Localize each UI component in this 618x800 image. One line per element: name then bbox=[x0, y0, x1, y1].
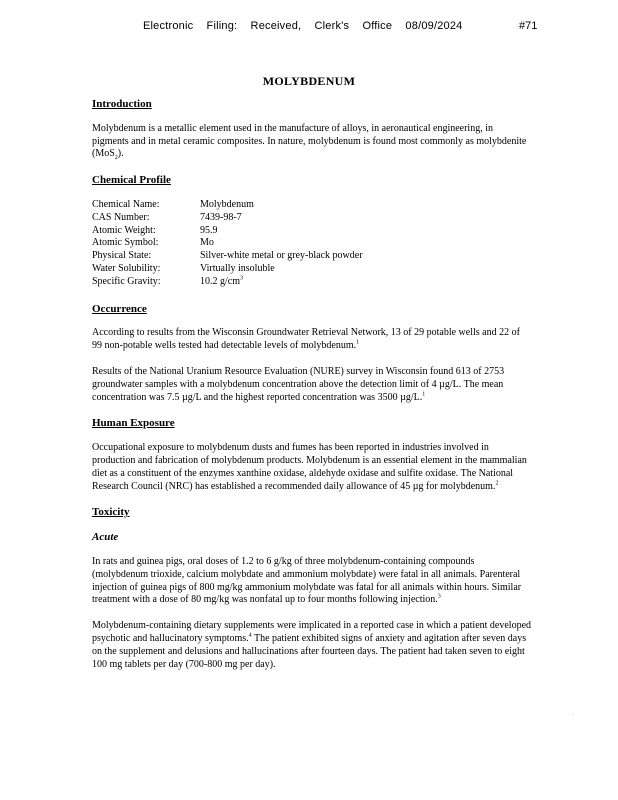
document-title: MOLYBDENUM bbox=[262, 74, 356, 88]
occurrence-heading: Occurrence bbox=[92, 302, 147, 315]
occurrence-paragraph-1: According to results from the Wisconsin Groundwater Retrieval Network, 13 of 29 potable wells and 22 of 99 non-potable wells tested had detectable levels of molybdenum.$^1$ bbox=[92, 327, 520, 352]
introduction-heading: Introduction bbox=[92, 98, 152, 110]
exhibit-number: #71 bbox=[519, 20, 538, 32]
page-speck: · bbox=[572, 712, 574, 718]
profile-row: Water Solubility: Virtually insoluble bbox=[92, 262, 275, 274]
page-header bbox=[0, 20, 618, 36]
profile-row: Specific Gravity: 10.2 $g/cm^3$ bbox=[92, 275, 243, 287]
introduction-text: Molybdenum is a metallic element used in the manufacture of alloys, in aeronautical engineering, in pigments and in metal ceramic composites. In nature, molybdenum is found most commonly as molybdenite (MoS$_2$). bbox=[92, 122, 527, 162]
human-exposure-text: Occupational exposure to molybdenum dusts and fumes has been reported in industries involved in production and fabrication of molybdenum products. Molybdenum is an essential element in the mammalian diet as a constituent of the enzymes xanthine oxidase, aldehyde oxidase and sulfite oxidase. The National Research Council (NRC) has established a recommended daily allowance of 45 µg for molybdenum.$^2$ bbox=[92, 442, 527, 492]
document-body bbox=[92, 98, 532, 684]
chemical-profile-table bbox=[92, 199, 363, 289]
toxicity-paragraph-2: Molybdenum-containing dietary supplements were implicated in a reported case in which a patient developed psychotic and hallucinatory symptoms.$^4$ The patient exhibited signs of anxiety and agitation after seven days on the supplement and delusions and hallucinations after fourteen days. The patient had taken seven to eight 100 mg tablets per day (700-800 mg per day). bbox=[92, 620, 532, 670]
profile-row: Chemical Name: Molybdenum bbox=[92, 198, 254, 210]
profile-row: Physical State: Silver-white metal or grey-black powder bbox=[92, 250, 363, 262]
occurrence-paragraph-2: Results of the National Uranium Resource Evaluation (NURE) survey in Wisconsin found 613 of 2753 groundwater samples with a molybdenum concentration above the detection limit of 4 µg/L. The mean concentration was 7.5 µg/L and the highest reported concentration was 3500 µg/L.$^1$ bbox=[92, 365, 505, 403]
chemical-profile-heading: Chemical Profile bbox=[92, 174, 171, 187]
toxicity-heading: Toxicity bbox=[92, 506, 130, 519]
acute-subheading: Acute bbox=[92, 531, 119, 544]
profile-row: CAS Number: 7439-98-7 bbox=[92, 211, 242, 223]
filing-stamp: Electronic Filing: Received, Clerk's Office 08/09/2024 bbox=[143, 20, 463, 32]
profile-row: Atomic Weight: 95.9 bbox=[92, 224, 218, 236]
toxicity-paragraph-1: In rats and guinea pigs, oral doses of 1.2 to 6 g/kg of three molybdenum-containing compounds (molybdenum trioxide, calcium molybdate and ammonium molybdate) were fatal in all animals. Parenteral injection of guinea pigs of 800 mg/kg ammonium molybdate was fatal for all animals within hours. Similar treatment with a dose of 80 mg/kg was nonfatal up to four months following injection.$^3$ bbox=[92, 555, 522, 606]
human-exposure-heading: Human Exposure bbox=[92, 417, 175, 430]
profile-row: Atomic Symbol: Mo bbox=[92, 237, 214, 249]
